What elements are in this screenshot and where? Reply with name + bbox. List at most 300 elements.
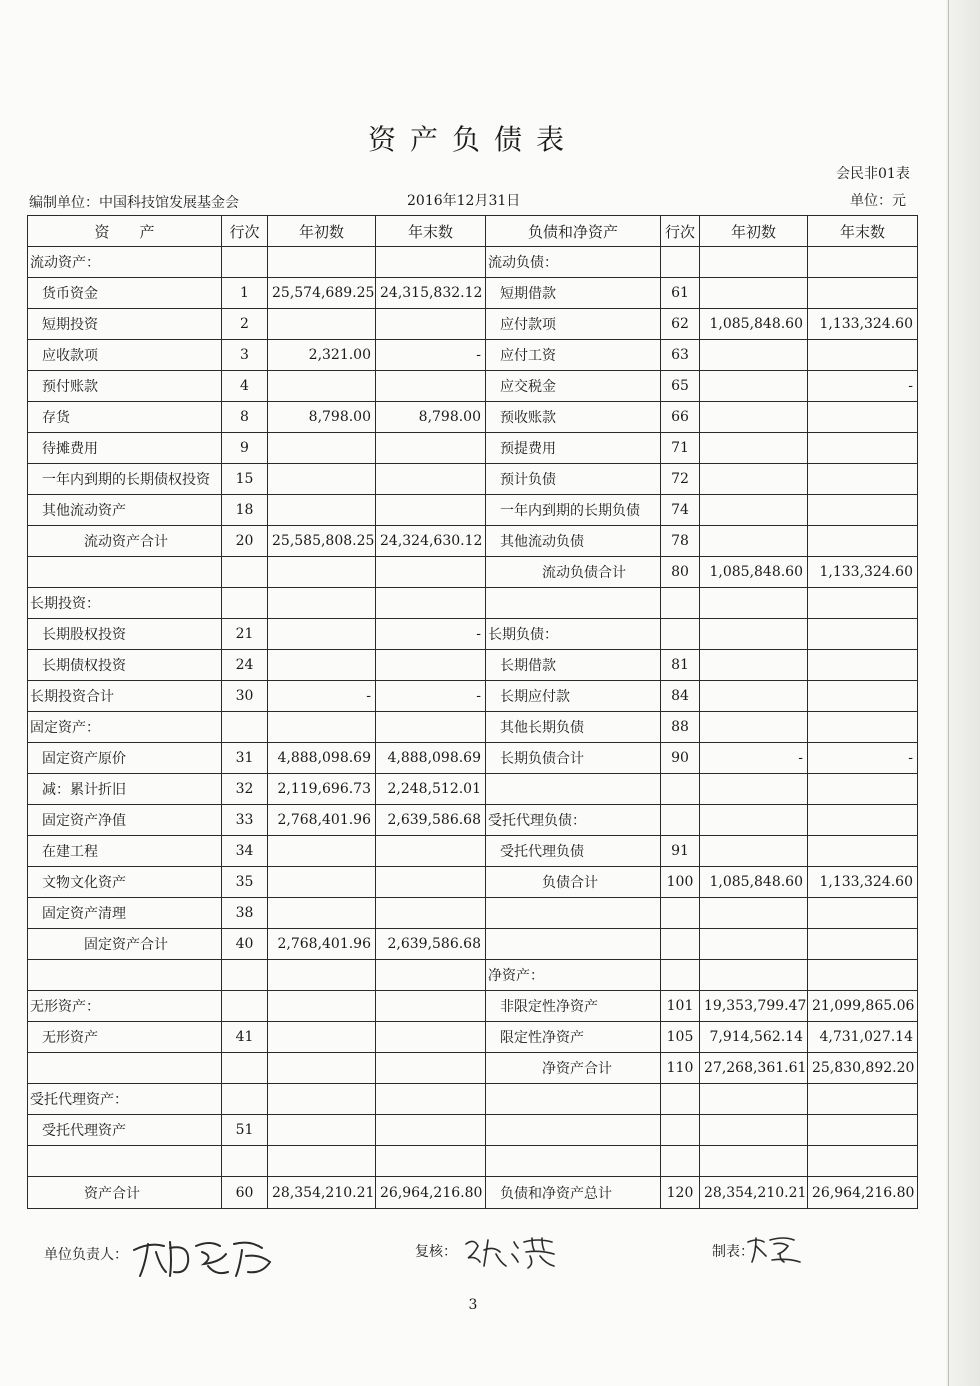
- liability-end-value: [808, 836, 918, 867]
- asset-begin-value: -: [268, 681, 376, 712]
- asset-end-value: [376, 557, 486, 588]
- liability-begin-value: [700, 929, 808, 960]
- asset-item: 文物文化资产: [28, 867, 222, 898]
- asset-begin-value: [268, 433, 376, 464]
- liability-row-no: [661, 1115, 700, 1146]
- footer-head-label: 单位负责人：: [44, 1247, 128, 1263]
- asset-item: 受托代理资产: [28, 1115, 222, 1146]
- footer-maker-label: 制表：: [712, 1244, 754, 1260]
- header-end: 年末数: [808, 216, 918, 247]
- asset-end-value: [376, 464, 486, 495]
- liability-begin-value: [700, 619, 808, 650]
- liability-item: 长期负债合计: [486, 743, 661, 774]
- asset-end-value: 2,639,586.68: [376, 929, 486, 960]
- liability-begin-value: [700, 836, 808, 867]
- liability-item: 负债和净资产总计: [486, 1177, 661, 1209]
- liability-item: 预计负债: [486, 464, 661, 495]
- liability-begin-value: [700, 1146, 808, 1177]
- liability-item: 应付款项: [486, 309, 661, 340]
- header-liability: 负债和净资产: [486, 216, 661, 247]
- asset-row-no: [222, 712, 268, 743]
- liability-item: 应付工资: [486, 340, 661, 371]
- asset-end-value: 26,964,216.80: [376, 1177, 486, 1209]
- liability-end-value: -: [808, 743, 918, 774]
- asset-end-value: [376, 1084, 486, 1115]
- liability-item: [486, 1146, 661, 1177]
- report-date: 2016年12月31日: [407, 193, 521, 209]
- asset-end-value: 24,315,832.12: [376, 278, 486, 309]
- handwritten-signature-head: [130, 1232, 280, 1280]
- liability-begin-value: [700, 495, 808, 526]
- asset-item: 短期投资: [28, 309, 222, 340]
- liability-begin-value: [700, 247, 808, 278]
- asset-row-no: 3: [222, 340, 268, 371]
- asset-begin-value: [268, 557, 376, 588]
- table-row: [28, 464, 918, 495]
- asset-end-value: [376, 991, 486, 1022]
- asset-item: 流动资产合计: [28, 526, 222, 557]
- asset-row-no: 31: [222, 743, 268, 774]
- liability-begin-value: -: [700, 743, 808, 774]
- asset-item: 减：累计折旧: [28, 774, 222, 805]
- asset-item: [28, 1146, 222, 1177]
- asset-item: 长期债权投资: [28, 650, 222, 681]
- liability-item: 受托代理负债：: [486, 805, 661, 836]
- liability-row-no: [661, 774, 700, 805]
- liability-item: 一年内到期的长期负债: [486, 495, 661, 526]
- table-row: [28, 805, 918, 836]
- table-row: [28, 774, 918, 805]
- table-row: [28, 402, 918, 433]
- liability-row-no: [661, 805, 700, 836]
- asset-end-value: [376, 247, 486, 278]
- asset-begin-value: [268, 247, 376, 278]
- table-row: [28, 1146, 918, 1177]
- asset-item: 待摊费用: [28, 433, 222, 464]
- liability-end-value: [808, 247, 918, 278]
- liability-begin-value: [700, 774, 808, 805]
- liability-row-no: 71: [661, 433, 700, 464]
- asset-row-no: [222, 991, 268, 1022]
- header-begin: 年初数: [268, 216, 376, 247]
- liability-end-value: [808, 805, 918, 836]
- liability-begin-value: [700, 681, 808, 712]
- liability-begin-value: [700, 712, 808, 743]
- liability-item: [486, 929, 661, 960]
- liability-row-no: 63: [661, 340, 700, 371]
- liability-begin-value: 19,353,799.47: [700, 991, 808, 1022]
- liability-item: 净资产：: [486, 960, 661, 991]
- table-row: [28, 836, 918, 867]
- asset-item: 应收款项: [28, 340, 222, 371]
- asset-end-value: [376, 712, 486, 743]
- asset-item: 固定资产净值: [28, 805, 222, 836]
- asset-end-value: [376, 960, 486, 991]
- asset-end-value: [376, 1053, 486, 1084]
- asset-begin-value: [268, 650, 376, 681]
- asset-item: 固定资产合计: [28, 929, 222, 960]
- asset-row-no: 20: [222, 526, 268, 557]
- scan-edge-line: [948, 0, 949, 1386]
- liability-end-value: [808, 464, 918, 495]
- liability-item: 长期应付款: [486, 681, 661, 712]
- liability-end-value: 1,133,324.60: [808, 867, 918, 898]
- liability-end-value: [808, 650, 918, 681]
- asset-end-value: 8,798.00: [376, 402, 486, 433]
- liability-row-no: 110: [661, 1053, 700, 1084]
- asset-row-no: 34: [222, 836, 268, 867]
- table-row: [28, 433, 918, 464]
- table-row: [28, 681, 918, 712]
- liability-item: 流动负债：: [486, 247, 661, 278]
- asset-row-no: 9: [222, 433, 268, 464]
- asset-end-value: 2,248,512.01: [376, 774, 486, 805]
- liability-item: 净资产合计: [486, 1053, 661, 1084]
- liability-item: 预提费用: [486, 433, 661, 464]
- asset-row-no: 38: [222, 898, 268, 929]
- header-end: 年末数: [376, 216, 486, 247]
- asset-begin-value: [268, 898, 376, 929]
- table-row: [28, 557, 918, 588]
- liability-row-no: 90: [661, 743, 700, 774]
- table-row: [28, 867, 918, 898]
- asset-begin-value: 25,585,808.25: [268, 526, 376, 557]
- asset-row-no: 30: [222, 681, 268, 712]
- liability-row-no: 80: [661, 557, 700, 588]
- table-row: [28, 247, 918, 278]
- table-row: [28, 309, 918, 340]
- liability-row-no: 88: [661, 712, 700, 743]
- liability-begin-value: 1,085,848.60: [700, 867, 808, 898]
- liability-item: [486, 1115, 661, 1146]
- liability-begin-value: [700, 464, 808, 495]
- asset-begin-value: [268, 1084, 376, 1115]
- table-body: [28, 247, 918, 1209]
- asset-end-value: -: [376, 619, 486, 650]
- liability-begin-value: 1,085,848.60: [700, 309, 808, 340]
- asset-end-value: -: [376, 340, 486, 371]
- liability-item: [486, 898, 661, 929]
- asset-begin-value: [268, 1115, 376, 1146]
- liability-item: 长期借款: [486, 650, 661, 681]
- liability-begin-value: [700, 402, 808, 433]
- table-row: [28, 960, 918, 991]
- asset-item: 流动资产：: [28, 247, 222, 278]
- liability-row-no: 101: [661, 991, 700, 1022]
- asset-begin-value: [268, 836, 376, 867]
- liability-begin-value: [700, 433, 808, 464]
- liability-begin-value: [700, 805, 808, 836]
- liability-end-value: [808, 278, 918, 309]
- asset-end-value: [376, 867, 486, 898]
- liability-row-no: [661, 1084, 700, 1115]
- asset-item: 固定资产清理: [28, 898, 222, 929]
- liability-begin-value: [700, 1115, 808, 1146]
- table-row: [28, 1084, 918, 1115]
- liability-end-value: [808, 402, 918, 433]
- liability-item: 长期负债：: [486, 619, 661, 650]
- asset-begin-value: 25,574,689.25: [268, 278, 376, 309]
- asset-row-no: [222, 557, 268, 588]
- asset-row-no: [222, 1053, 268, 1084]
- liability-end-value: 25,830,892.20: [808, 1053, 918, 1084]
- liability-item: 短期借款: [486, 278, 661, 309]
- asset-end-value: [376, 1146, 486, 1177]
- liability-end-value: [808, 712, 918, 743]
- asset-row-no: 8: [222, 402, 268, 433]
- asset-row-no: 18: [222, 495, 268, 526]
- liability-end-value: [808, 526, 918, 557]
- asset-item: 固定资产原价: [28, 743, 222, 774]
- liability-end-value: [808, 898, 918, 929]
- liability-end-value: 26,964,216.80: [808, 1177, 918, 1209]
- liability-end-value: 21,099,865.06: [808, 991, 918, 1022]
- asset-end-value: -: [376, 681, 486, 712]
- asset-row-no: 35: [222, 867, 268, 898]
- asset-begin-value: [268, 588, 376, 619]
- liability-row-no: [661, 588, 700, 619]
- asset-row-no: 51: [222, 1115, 268, 1146]
- liability-end-value: [808, 1084, 918, 1115]
- liability-end-value: [808, 340, 918, 371]
- liability-row-no: 61: [661, 278, 700, 309]
- asset-end-value: [376, 836, 486, 867]
- liability-end-value: [808, 588, 918, 619]
- liability-row-no: 105: [661, 1022, 700, 1053]
- asset-begin-value: 28,354,210.21: [268, 1177, 376, 1209]
- asset-item: 预付账款: [28, 371, 222, 402]
- asset-begin-value: 4,888,098.69: [268, 743, 376, 774]
- liability-row-no: 66: [661, 402, 700, 433]
- asset-end-value: [376, 898, 486, 929]
- asset-end-value: [376, 371, 486, 402]
- header-row-no: 行次: [222, 216, 268, 247]
- asset-item: 在建工程: [28, 836, 222, 867]
- asset-row-no: [222, 588, 268, 619]
- asset-row-no: 32: [222, 774, 268, 805]
- asset-begin-value: 2,321.00: [268, 340, 376, 371]
- asset-begin-value: [268, 867, 376, 898]
- form-code: 会民非01表: [836, 166, 910, 182]
- liability-begin-value: [700, 960, 808, 991]
- liability-item: [486, 1084, 661, 1115]
- liability-row-no: [661, 929, 700, 960]
- asset-begin-value: 2,768,401.96: [268, 805, 376, 836]
- liability-row-no: 120: [661, 1177, 700, 1209]
- asset-item: [28, 1053, 222, 1084]
- asset-begin-value: [268, 1022, 376, 1053]
- table-row: [28, 743, 918, 774]
- table-row: [28, 526, 918, 557]
- liability-end-value: [808, 960, 918, 991]
- table-row: [28, 340, 918, 371]
- asset-item: 固定资产：: [28, 712, 222, 743]
- table-row: [28, 371, 918, 402]
- liability-begin-value: [700, 278, 808, 309]
- asset-begin-value: [268, 1053, 376, 1084]
- liability-begin-value: [700, 526, 808, 557]
- asset-item: 长期投资合计: [28, 681, 222, 712]
- asset-row-no: 33: [222, 805, 268, 836]
- liability-row-no: 84: [661, 681, 700, 712]
- asset-end-value: [376, 588, 486, 619]
- asset-end-value: [376, 495, 486, 526]
- asset-item: 受托代理资产：: [28, 1084, 222, 1115]
- asset-begin-value: [268, 991, 376, 1022]
- asset-begin-value: [268, 309, 376, 340]
- liability-row-no: 100: [661, 867, 700, 898]
- asset-end-value: [376, 433, 486, 464]
- page-number: 3: [468, 1297, 478, 1313]
- asset-begin-value: [268, 960, 376, 991]
- asset-begin-value: [268, 371, 376, 402]
- liability-end-value: [808, 1146, 918, 1177]
- asset-end-value: [376, 1022, 486, 1053]
- table-row: [28, 588, 918, 619]
- liability-item: 限定性净资产: [486, 1022, 661, 1053]
- asset-row-no: [222, 1146, 268, 1177]
- asset-row-no: 1: [222, 278, 268, 309]
- org-label: 编制单位：中国科技馆发展基金会: [29, 195, 239, 211]
- table-header-row: [28, 216, 918, 247]
- table-row: [28, 929, 918, 960]
- asset-item: 长期股权投资: [28, 619, 222, 650]
- liability-row-no: 78: [661, 526, 700, 557]
- table-row: [28, 278, 918, 309]
- liability-end-value: [808, 433, 918, 464]
- liability-end-value: [808, 495, 918, 526]
- liability-begin-value: 28,354,210.21: [700, 1177, 808, 1209]
- asset-row-no: 2: [222, 309, 268, 340]
- liability-begin-value: [700, 898, 808, 929]
- liability-begin-value: [700, 650, 808, 681]
- asset-begin-value: 2,119,696.73: [268, 774, 376, 805]
- asset-begin-value: [268, 1146, 376, 1177]
- liability-row-no: [661, 960, 700, 991]
- liability-item: 受托代理负债: [486, 836, 661, 867]
- asset-row-no: [222, 247, 268, 278]
- liability-item: 其他流动负债: [486, 526, 661, 557]
- liability-item: 非限定性净资产: [486, 991, 661, 1022]
- table-row: [28, 1177, 918, 1209]
- liability-begin-value: [700, 588, 808, 619]
- liability-begin-value: 27,268,361.61: [700, 1053, 808, 1084]
- liability-item: 应交税金: [486, 371, 661, 402]
- asset-row-no: 60: [222, 1177, 268, 1209]
- table-row: [28, 650, 918, 681]
- asset-row-no: [222, 1084, 268, 1115]
- asset-row-no: 21: [222, 619, 268, 650]
- liability-row-no: 62: [661, 309, 700, 340]
- liability-end-value: [808, 929, 918, 960]
- liability-begin-value: 1,085,848.60: [700, 557, 808, 588]
- table-row: [28, 1053, 918, 1084]
- asset-end-value: 2,639,586.68: [376, 805, 486, 836]
- liability-begin-value: [700, 340, 808, 371]
- liability-end-value: 1,133,324.60: [808, 309, 918, 340]
- asset-begin-value: [268, 619, 376, 650]
- asset-item: 货币资金: [28, 278, 222, 309]
- liability-row-no: 81: [661, 650, 700, 681]
- asset-begin-value: [268, 712, 376, 743]
- asset-item: 存货: [28, 402, 222, 433]
- footer-review-label: 复核：: [415, 1244, 457, 1260]
- asset-item: 无形资产：: [28, 991, 222, 1022]
- asset-end-value: [376, 650, 486, 681]
- liability-row-no: 74: [661, 495, 700, 526]
- liability-end-value: -: [808, 371, 918, 402]
- handwritten-signature-maker: [744, 1232, 804, 1268]
- liability-begin-value: [700, 371, 808, 402]
- liability-row-no: [661, 898, 700, 929]
- liability-item: 负债合计: [486, 867, 661, 898]
- asset-row-no: 24: [222, 650, 268, 681]
- liability-row-no: [661, 247, 700, 278]
- header-begin: 年初数: [700, 216, 808, 247]
- asset-row-no: 15: [222, 464, 268, 495]
- asset-end-value: 4,888,098.69: [376, 743, 486, 774]
- balance-sheet-table: [27, 215, 918, 1209]
- asset-item: 无形资产: [28, 1022, 222, 1053]
- liability-end-value: 1,133,324.60: [808, 557, 918, 588]
- table-row: [28, 898, 918, 929]
- asset-row-no: [222, 960, 268, 991]
- asset-item: 其他流动资产: [28, 495, 222, 526]
- liability-begin-value: [700, 1084, 808, 1115]
- liability-end-value: 4,731,027.14: [808, 1022, 918, 1053]
- liability-row-no: [661, 619, 700, 650]
- asset-item: 长期投资：: [28, 588, 222, 619]
- asset-begin-value: [268, 464, 376, 495]
- asset-item: 一年内到期的长期债权投资: [28, 464, 222, 495]
- liability-row-no: 91: [661, 836, 700, 867]
- asset-begin-value: [268, 495, 376, 526]
- table-row: [28, 495, 918, 526]
- liability-end-value: [808, 1115, 918, 1146]
- table-row: [28, 619, 918, 650]
- table-row: [28, 1022, 918, 1053]
- asset-row-no: 40: [222, 929, 268, 960]
- handwritten-signature-review: [462, 1232, 562, 1272]
- asset-begin-value: 8,798.00: [268, 402, 376, 433]
- unit-label: 单位：元: [850, 193, 906, 209]
- page-title: 资产负债表: [367, 123, 578, 156]
- asset-row-no: 4: [222, 371, 268, 402]
- asset-end-value: 24,324,630.12: [376, 526, 486, 557]
- asset-begin-value: 2,768,401.96: [268, 929, 376, 960]
- scan-right-margin: [946, 0, 980, 1386]
- liability-row-no: [661, 1146, 700, 1177]
- table-row: [28, 712, 918, 743]
- table-row: [28, 991, 918, 1022]
- liability-item: [486, 588, 661, 619]
- asset-item: [28, 960, 222, 991]
- asset-item: [28, 557, 222, 588]
- asset-end-value: [376, 309, 486, 340]
- header-row-no: 行次: [661, 216, 700, 247]
- asset-end-value: [376, 1115, 486, 1146]
- liability-end-value: [808, 774, 918, 805]
- liability-item: [486, 774, 661, 805]
- liability-item: 流动负债合计: [486, 557, 661, 588]
- liability-begin-value: 7,914,562.14: [700, 1022, 808, 1053]
- table-row: [28, 1115, 918, 1146]
- header-asset: 资 产: [28, 216, 222, 247]
- asset-item: 资产合计: [28, 1177, 222, 1209]
- liability-row-no: 65: [661, 371, 700, 402]
- liability-item: 预收账款: [486, 402, 661, 433]
- liability-end-value: [808, 619, 918, 650]
